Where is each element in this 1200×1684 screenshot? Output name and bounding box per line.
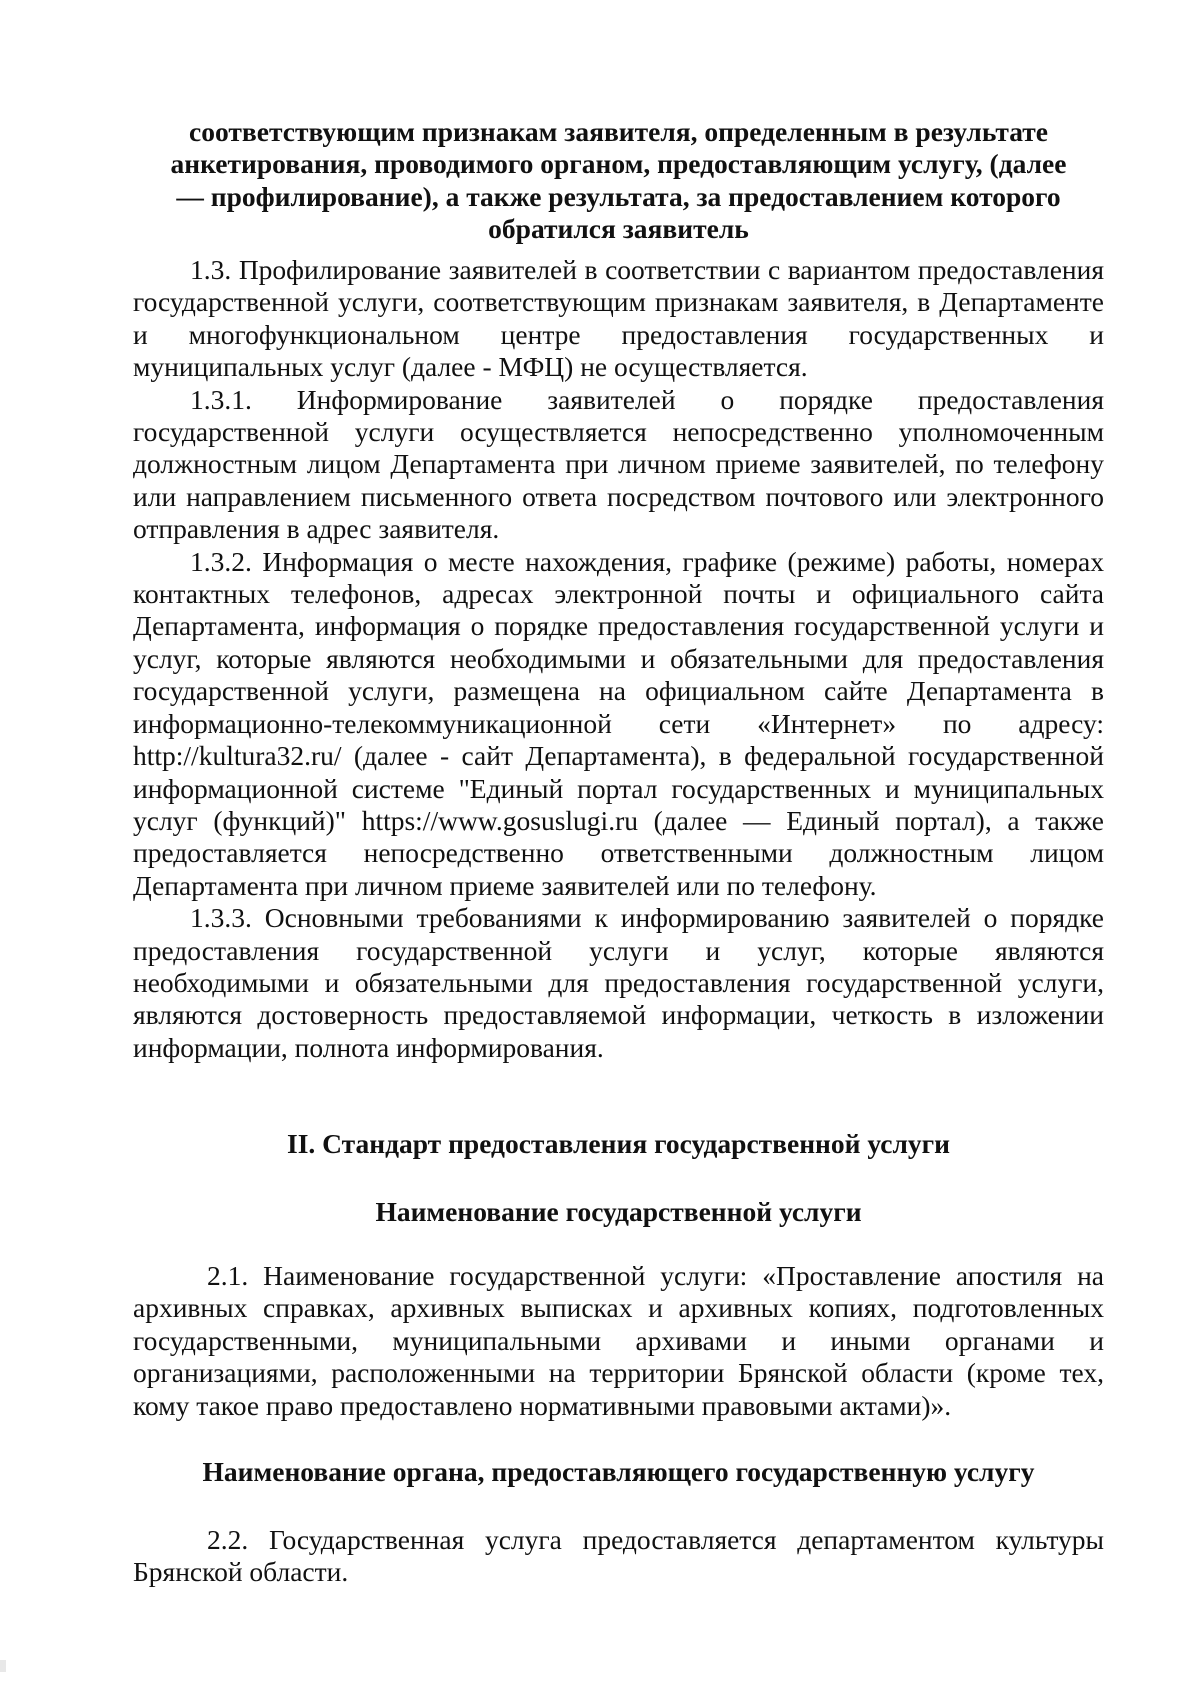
paragraph-1-3-1: 1.3.1. Информирование заявителей о порядке предоставления государственной услуги осуществляется непосредственно уполномоченным должностным лицом Департамента при личном приеме заявителей, по телефону или направлением письменного ответа посредством почтового или электронного отправления в адрес заявителя. [133,383,1104,545]
paragraph-2-1: 2.1. Наименование государственной услуги: «Проставление апостиля на архивных справках, архивных выписках и архивных копиях, подготовленных государственными, муниципальными архивами и иными органами и организациями, расположенными на территории Брянской области (кроме тех, кому такое право предоставлено нормативными правовыми актами)». [133,1260,1104,1421]
section-2-2-body [133,1524,1104,1589]
scan-edge-mark [0,1660,6,1672]
paragraph-2-2: 2.2. Государственная услуга предоставляется департаментом культуры Брянской области. [133,1524,1104,1588]
intro-heading: соответствующим признакам заявителя, определенным в результате анкетирования, проводимого органом, предоставляющим услугу, (далее — профилирование), а также результата, за предоставлением которого обратился заявитель [170,116,1067,245]
paragraph-1-3-3: 1.3.3. Основными требованиями к информированию заявителей о порядке предоставления государственной услуги и услуг, которые являются необходимыми и обязательными для предоставления государственной услуги, являются достоверность предоставляемой информации, четкость в изложении информации, полнота информирования. [133,902,1104,1063]
section-2-1-body [133,1260,1104,1422]
paragraph-1-3-2: 1.3.2. Информация о месте нахождения, графике (режиме) работы, номерах контактных телефонов, адресах электронной почты и официального сайта Департамента, информация о порядке предоставления государственной услуги и услуг, которые являются необходимыми и обязательными для предоставления государственной услуги, размещена на официальном сайте Департамента в информационно-телекоммуникационной сети «Интернет» по адресу: http://kultura32.ru/ (далее - сайт Департамента), в федеральной государственной информационной системе "Единый портал государственных и муниципальных услуг (функций)" https://www.gosuslugi.ru (далее — Единый портал), а также предоставляется непосредственно ответственными должностным лицом Департамента при личном приеме заявителей или по телефону. [133,545,1104,901]
subheading-authority-name: Наименование органа, предоставляющего государственную услугу [202,1456,1035,1487]
paragraph-1-3: 1.3. Профилирование заявителей в соответствии с вариантом предоставления государственной услуги, соответствующим признакам заявителя, в Департаменте и многофункциональном центре предоставления государственных и муниципальных услуг (далее - МФЦ) не осуществляется. [133,254,1104,383]
section-2-title: II. Стандарт предоставления государственной услуги [287,1128,950,1159]
subheading-service-name: Наименование государственной услуги [375,1196,862,1227]
section-1-3-body [133,254,1104,1064]
